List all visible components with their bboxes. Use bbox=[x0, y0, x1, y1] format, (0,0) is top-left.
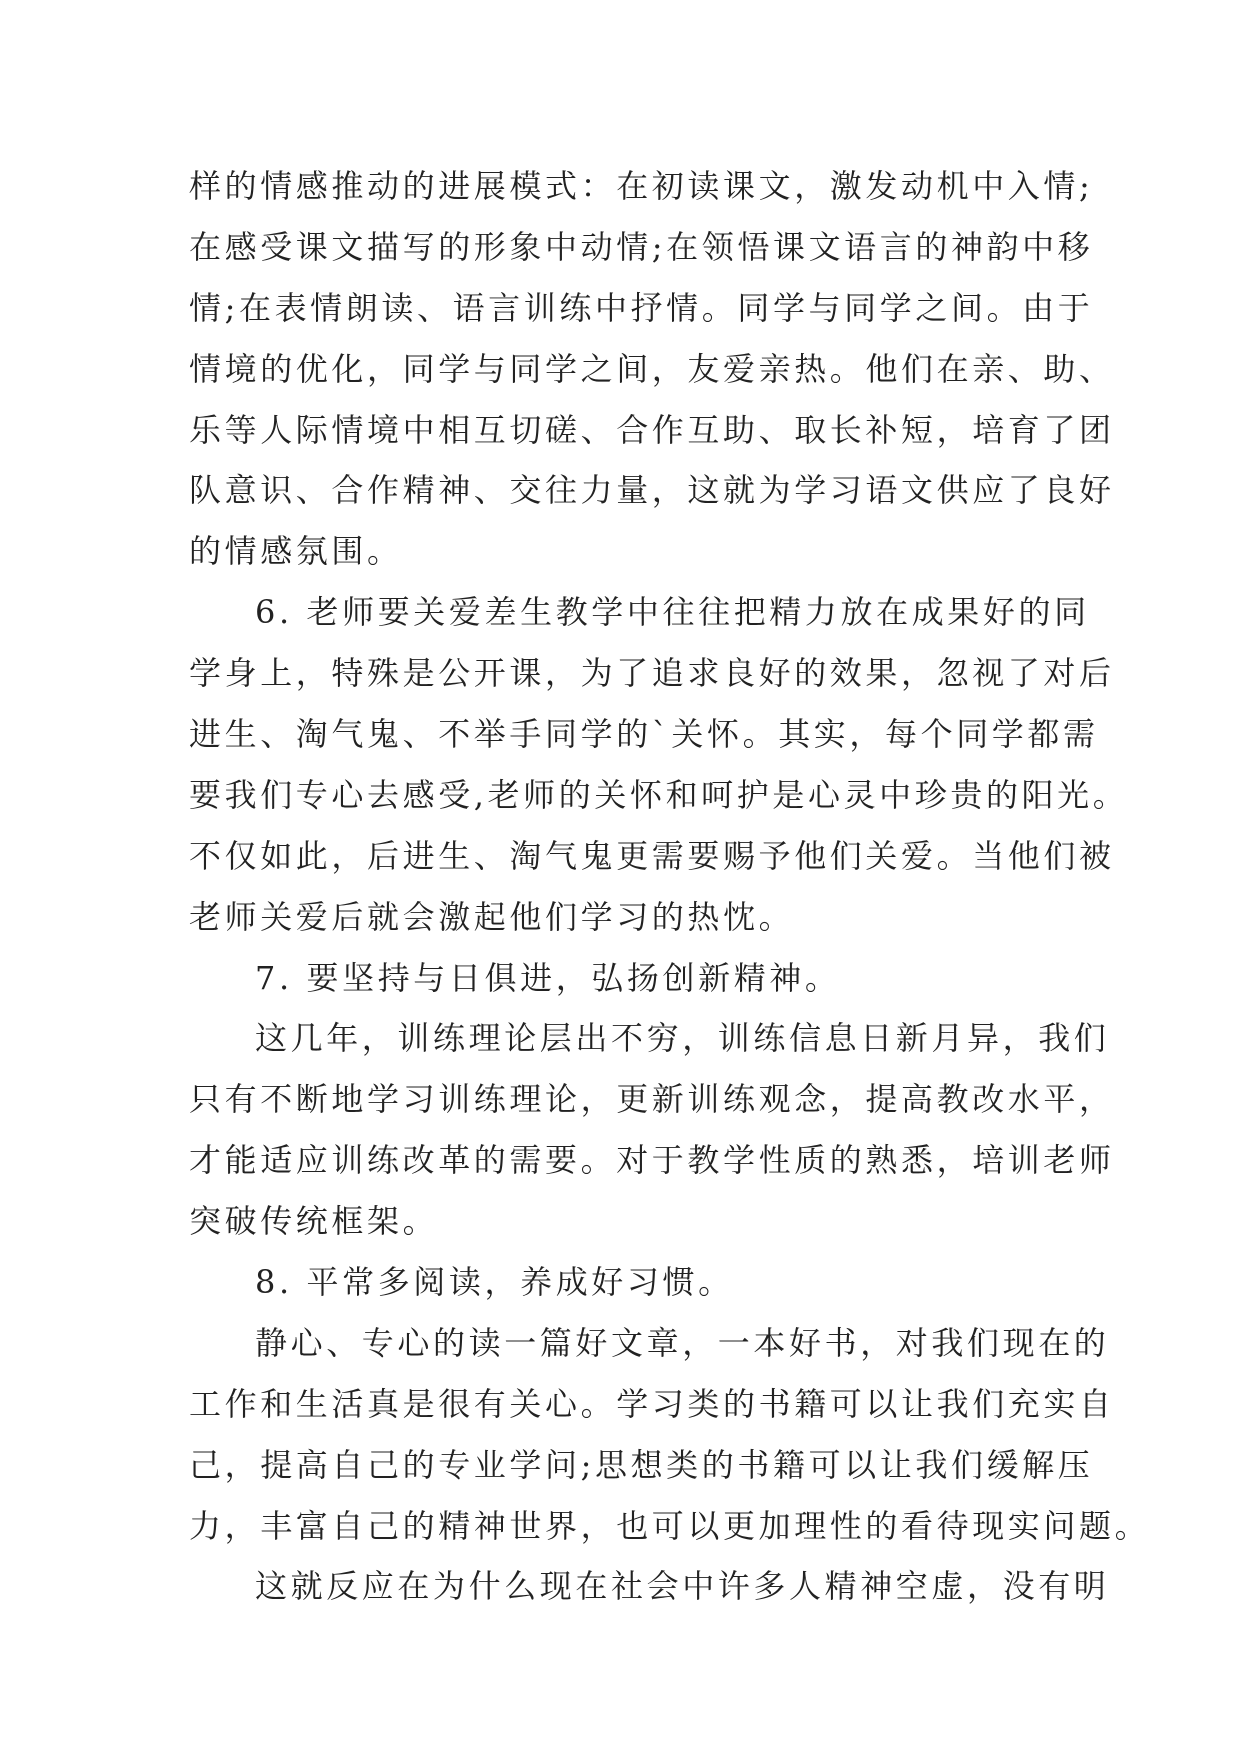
document-body bbox=[189, 156, 1151, 1617]
text-line: 学身上，特殊是公开课，为了追求良好的效果，忽视了对后 bbox=[189, 654, 1115, 693]
text-line: 突破传统框架。 bbox=[189, 1202, 439, 1241]
text-line: 的情感氛围。 bbox=[189, 532, 403, 571]
text-line: 老师关爱后就会激起他们学习的热忱。 bbox=[189, 897, 795, 936]
text-line: 在感受课文描写的形象中动情;在领悟课文语言的神韵中移 bbox=[189, 227, 1094, 266]
text-line: 才能适应训练改革的需要。对于教学性质的熟悉，培训老师 bbox=[189, 1141, 1115, 1180]
text-line: 6. 老师要关爱差生教学中往往把精力放在成果好的同 bbox=[255, 593, 1090, 632]
text-line: 工作和生活真是很有关心。学习类的书籍可以让我们充实自 bbox=[189, 1384, 1115, 1423]
text-line: 己，提高自己的专业学问;思想类的书籍可以让我们缓解压 bbox=[189, 1445, 1094, 1484]
text-line: 乐等人际情境中相互切磋、合作互助、取长补短，培育了团 bbox=[189, 410, 1115, 449]
text-line: 这就反应在为什么现在社会中许多人精神空虚，没有明 bbox=[255, 1567, 1110, 1606]
text-line: 要我们专心去感受,老师的关怀和呵护是心灵中珍贵的阳光。 bbox=[189, 775, 1129, 814]
text-line: 7. 要坚持与日俱进，弘扬创新精神。 bbox=[255, 958, 841, 997]
text-line: 进生、淘气鬼、不举手同学的`关怀。其实，每个同学都需 bbox=[189, 715, 1099, 754]
text-line: 情;在表情朗读、语言训练中抒情。同学与同学之间。由于 bbox=[189, 288, 1094, 327]
text-line: 样的情感推动的进展模式：在初读课文，激发动机中入情; bbox=[189, 167, 1094, 205]
text-line: 静心、专心的读一篇好文章，一本好书，对我们现在的 bbox=[255, 1323, 1110, 1362]
text-line: 情境的优化，同学与同学之间，友爱亲热。他们在亲、助、 bbox=[189, 349, 1115, 388]
text-line: 这几年，训练理论层出不穷，训练信息日新月异，我们 bbox=[255, 1019, 1110, 1058]
text-line: 队意识、合作精神、交往力量，这就为学习语文供应了良好 bbox=[189, 471, 1115, 510]
text-line: 力，丰富自己的精神世界，也可以更加理性的看待现实问题。 bbox=[189, 1506, 1151, 1545]
text-line: 只有不断地学习训练理论，更新训练观念，提高教改水平， bbox=[189, 1080, 1115, 1119]
text-line: 8. 平常多阅读，养成好习惯。 bbox=[255, 1263, 734, 1302]
text-line: 不仅如此，后进生、淘气鬼更需要赐予他们关爱。当他们被 bbox=[189, 836, 1115, 875]
